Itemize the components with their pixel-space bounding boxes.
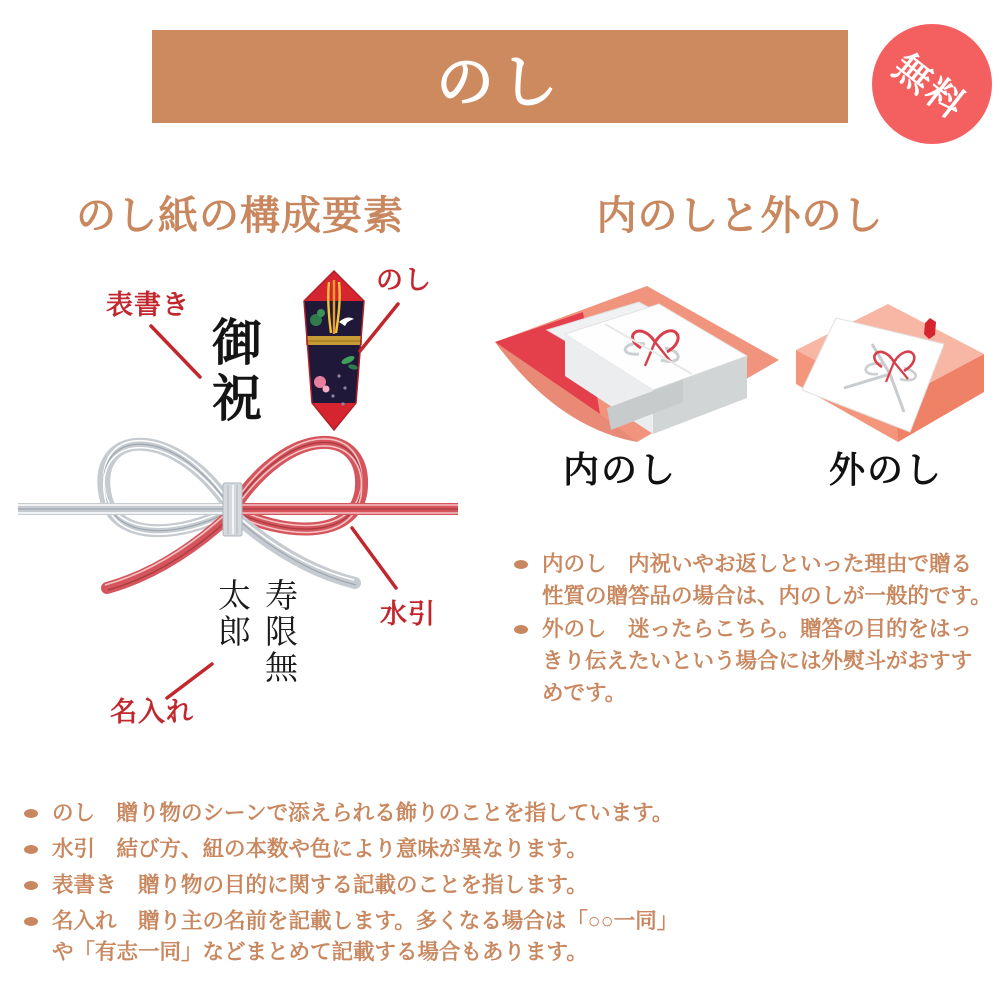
uchi-noshi-label: 内のし	[562, 449, 677, 490]
right-section-heading: 内のしと外のし	[596, 194, 884, 238]
left-section-heading: のし紙の構成要素	[76, 194, 404, 238]
soto-noshi-label: 外のし	[828, 449, 943, 490]
bullet-dot	[24, 809, 38, 818]
bullet-dot	[24, 917, 38, 926]
label-mizuhiki: 水引	[380, 599, 436, 629]
bullet-dot	[514, 560, 528, 569]
list-item	[24, 870, 694, 901]
note-uchi-noshi: 内のし 内祝いやお返しといった理由で贈る性質の贈答品の場合は、内のしが一般的です。	[542, 552, 992, 608]
bullet-dot	[24, 845, 38, 854]
list-item	[514, 548, 992, 612]
page-title: のし	[435, 49, 564, 115]
list-item	[24, 798, 694, 829]
list-item	[24, 906, 694, 968]
gift-giver-name: 寿限無 太郎	[213, 578, 299, 722]
free-badge	[872, 24, 992, 144]
note-soto-noshi: 外のし 迷ったらこちら。贈答の目的をはっきり伝えたいという場合には外熨斗がおすすめです。	[542, 617, 973, 705]
free-badge-label: 無料	[885, 45, 974, 128]
pointer-line-mizuhiki	[346, 522, 402, 594]
soto-noshi-illustration	[786, 290, 996, 452]
list-item	[514, 613, 992, 709]
definition-noshi: のし 贈り物のシーンで添えられる飾りのことを指しています。	[52, 801, 674, 825]
noshi-type-notes	[514, 548, 992, 710]
label-omotegaki: 表書き	[106, 290, 190, 320]
pointer-line-naire	[162, 658, 218, 704]
calligraphy-oiwai: 御祝	[204, 316, 263, 428]
label-naire: 名入れ	[110, 697, 194, 727]
label-noshi: のし	[376, 265, 432, 295]
term-definitions	[24, 798, 694, 973]
definition-omotegaki: 表書き 贈り物の目的に関する記載のことを指します。	[52, 873, 588, 897]
page-title-banner	[152, 30, 848, 123]
definition-mizuhiki: 水引 結び方、紐の本数や色により意味が異なります。	[52, 837, 588, 861]
bullet-dot	[24, 881, 38, 890]
pointer-line-noshi	[354, 299, 404, 357]
list-item	[24, 834, 694, 865]
bullet-dot	[514, 625, 528, 634]
definition-naire: 名入れ 贈り主の名前を記載します。多くなる場合は「○○一同」や「有志一同」などまとめて記載する場合もあります。	[52, 909, 679, 964]
